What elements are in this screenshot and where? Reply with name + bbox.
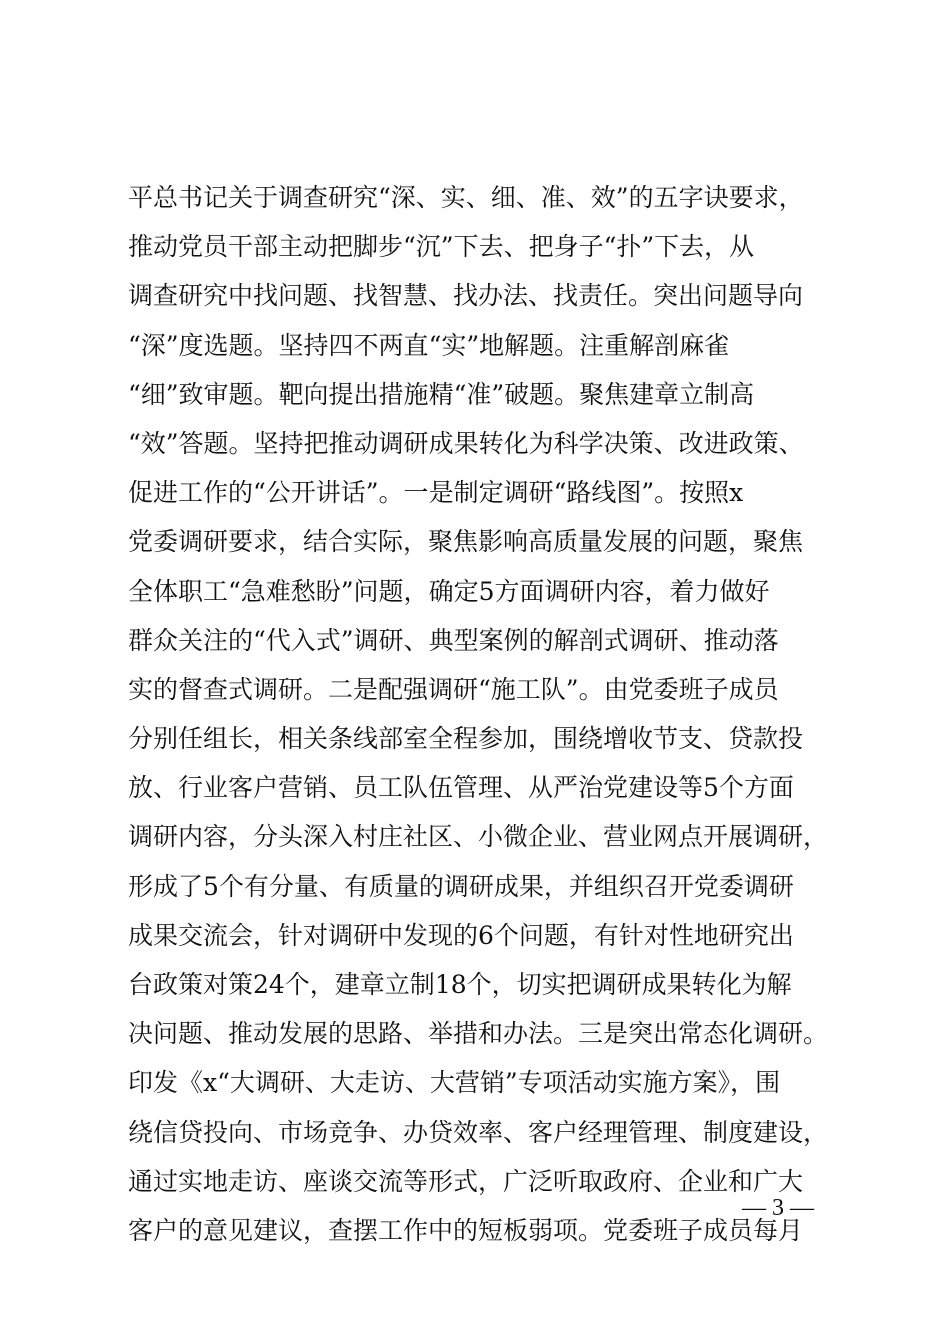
text-line: 促进工作的“公开讲话”。一是制定调研“路线图”。按照x: [128, 478, 744, 508]
text-line: 分别任组长，相关条线部室全程参加，围绕增收节支、贷款投: [128, 724, 804, 754]
text-line: 调查研究中找问题、找智慧、找办法、找责任。突出问题导向: [128, 281, 804, 311]
text-line: 调研内容，分头深入村庄社区、小微企业、营业网点开展调研，: [128, 822, 829, 852]
text-line: 形成了5个有分量、有质量的调研成果，并组织召开党委调研: [128, 871, 794, 901]
text-line: 成果交流会，针对调研中发现的6个问题，有针对性地研究出: [128, 920, 794, 950]
text-line: 全体职工“急难愁盼”问题，确定5方面调研内容，着力做好: [128, 576, 770, 606]
text-line: 实的督查式调研。二是配强调研“施工队”。由党委班子成员: [128, 674, 779, 704]
text-line: 群众关注的“代入式”调研、典型案例的解剖式调研、推动落: [128, 625, 779, 655]
text-line: 决问题、推动发展的思路、举措和办法。三是突出常态化调研。: [128, 1019, 829, 1049]
page-number: — 3 —: [742, 1195, 814, 1221]
body-text: [128, 173, 840, 1255]
text-line: “效”答题。坚持把推动调研成果转化为科学决策、改进政策、: [128, 428, 804, 458]
text-line: “深”度选题。坚持四不两直“实”地解题。注重解剖麻雀: [128, 330, 730, 360]
text-line: 通过实地走访、座谈交流等形式，广泛听取政府、企业和广大: [128, 1166, 804, 1196]
text-line: 放、行业客户营销、员工队伍管理、从严治党建设等5个方面: [128, 773, 794, 803]
text-line: 客户的意见建议，查摆工作中的短板弱项。党委班子成员每月: [128, 1215, 804, 1245]
text-line: “细”致审题。靶向提出措施精“准”破题。聚焦建章立制高: [128, 379, 755, 409]
text-line: 印发《x“大调研、大走访、大营销”专项活动实施方案》，围: [128, 1068, 781, 1098]
text-line: 绕信贷投向、市场竞争、办贷效率、客户经理管理、制度建设，: [128, 1117, 829, 1147]
text-line: 推动党员干部主动把脚步“沉”下去、把身子“扑”下去，从: [128, 232, 755, 262]
text-line: 平总书记关于调查研究“深、实、细、准、效”的五字诀要求，: [128, 183, 804, 212]
text-line: 台政策对策24个，建章立制18个，切实把调研成果转化为解: [128, 970, 792, 999]
text-line: 党委调研要求，结合实际，聚焦影响高质量发展的问题，聚焦: [128, 527, 804, 557]
